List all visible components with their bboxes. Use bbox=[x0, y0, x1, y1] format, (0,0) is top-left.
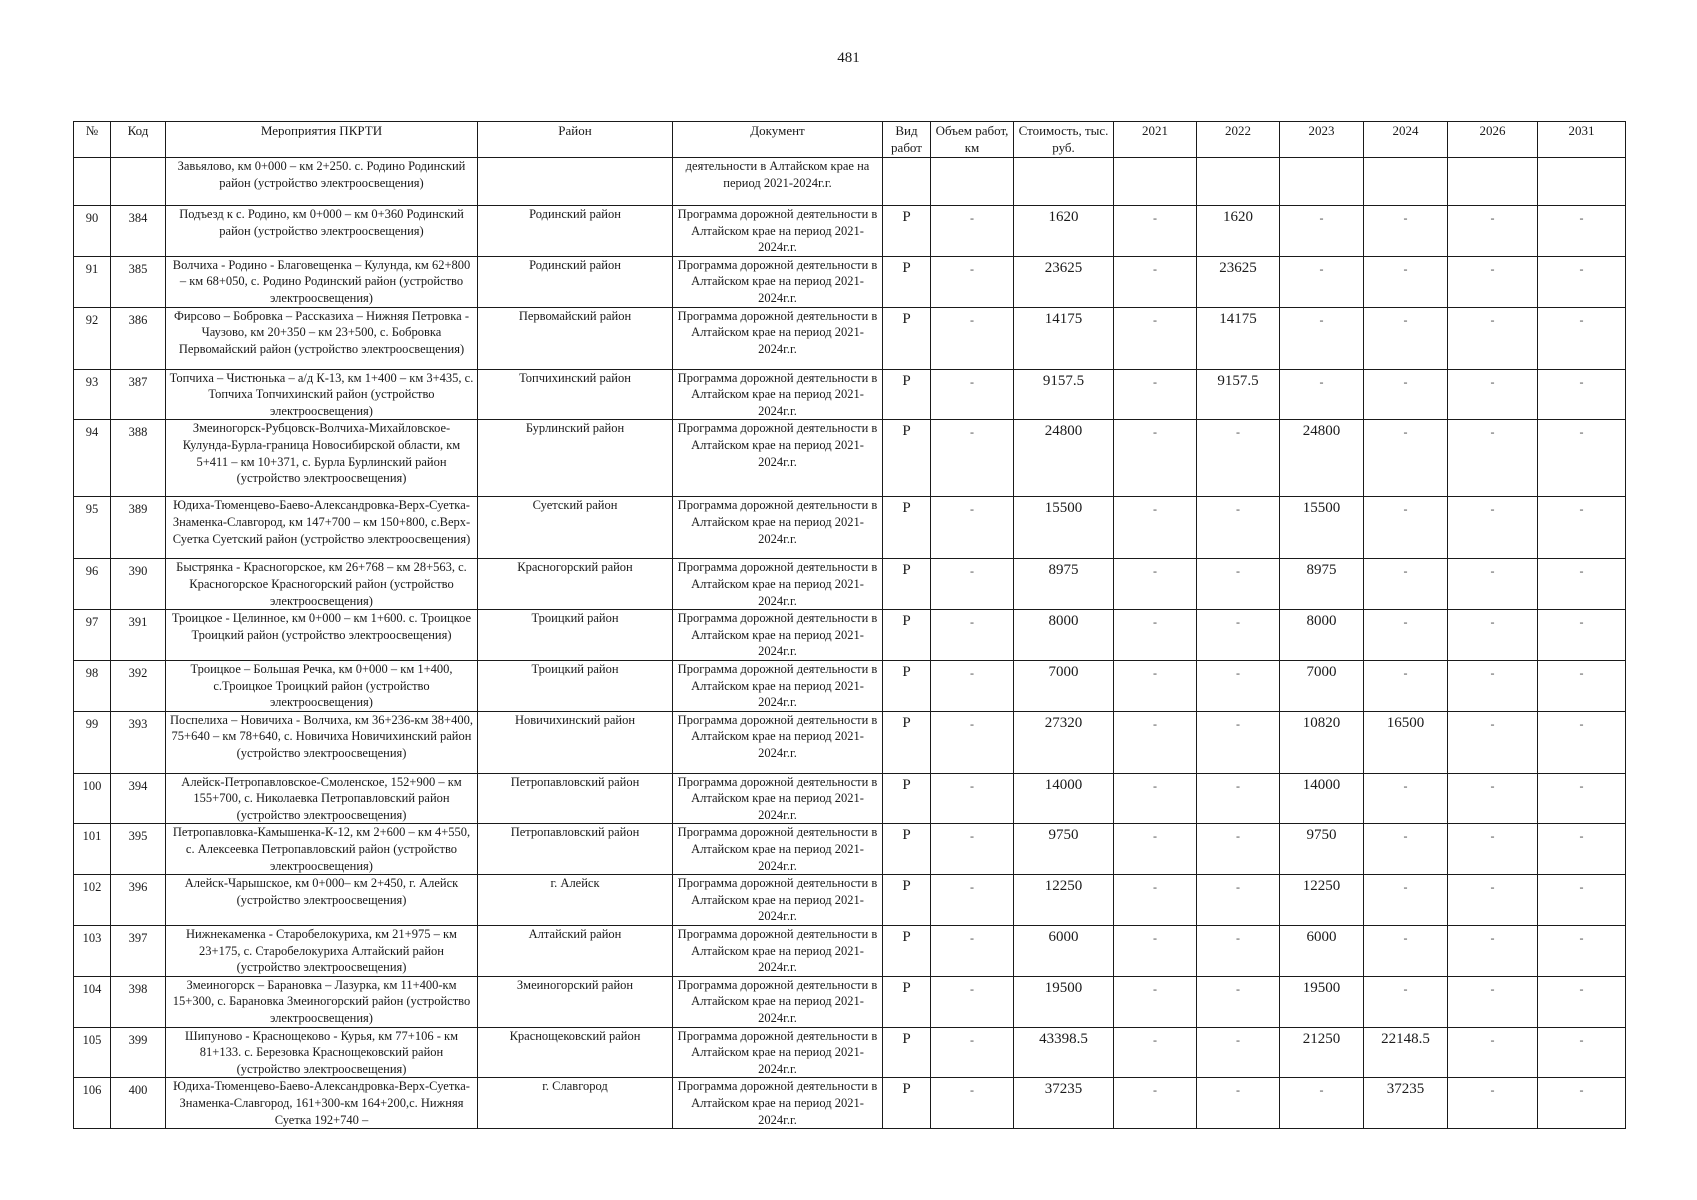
cell-2023: - bbox=[1280, 1078, 1364, 1129]
col-work-type-header: Вид работ bbox=[883, 122, 931, 158]
col-event-header: Мероприятия ПКРТИ bbox=[166, 122, 478, 158]
cell-event: Алейск-Чарышское, км 0+000– км 2+450, г. Алейск (устройство электроосвещения) bbox=[166, 875, 478, 926]
col-2026-header: 2026 bbox=[1448, 122, 1538, 158]
cell-volume: - bbox=[931, 256, 1014, 307]
cell-2026: - bbox=[1448, 773, 1538, 824]
cell-number: 102 bbox=[74, 875, 111, 926]
table-row bbox=[74, 158, 1626, 206]
cell-2031: - bbox=[1538, 711, 1626, 773]
cell-work-type: Р bbox=[883, 926, 931, 977]
cell-2021: - bbox=[1114, 610, 1197, 661]
cell-cost: 27320 bbox=[1014, 711, 1114, 773]
cell-2023: - bbox=[1280, 206, 1364, 257]
cell-2022: - bbox=[1197, 711, 1280, 773]
cell-district: Алтайский район bbox=[478, 926, 673, 977]
cell-2026: - bbox=[1448, 610, 1538, 661]
cell-2023: 24800 bbox=[1280, 420, 1364, 497]
cell-number: 105 bbox=[74, 1027, 111, 1078]
cell-2022: - bbox=[1197, 610, 1280, 661]
cell-code: 384 bbox=[111, 206, 166, 257]
cell-2021: - bbox=[1114, 206, 1197, 257]
cell-2031: - bbox=[1538, 369, 1626, 420]
cell-work-type: Р bbox=[883, 1027, 931, 1078]
table-row bbox=[74, 307, 1626, 369]
cell-work-type: Р bbox=[883, 773, 931, 824]
cell-document: Программа дорожной деятельности в Алтайском крае на период 2021-2024г.г. bbox=[673, 307, 883, 369]
cell-2023: 12250 bbox=[1280, 875, 1364, 926]
cell-document: Программа дорожной деятельности в Алтайском крае на период 2021-2024г.г. bbox=[673, 875, 883, 926]
col-number-header: № bbox=[74, 122, 111, 158]
cell-2023: 8975 bbox=[1280, 559, 1364, 610]
table-row bbox=[74, 610, 1626, 661]
cell-event: Топчиха – Чистюнька – а/д К-13, км 1+400 – км 3+435, с. Топчиха Топчихинский район (устройство электроосвещения) bbox=[166, 369, 478, 420]
cell-2021: - bbox=[1114, 926, 1197, 977]
cell-2021: - bbox=[1114, 976, 1197, 1027]
cell-document: Программа дорожной деятельности в Алтайском крае на период 2021-2024г.г. bbox=[673, 1078, 883, 1129]
cell-document: Программа дорожной деятельности в Алтайском крае на период 2021-2024г.г. bbox=[673, 824, 883, 875]
cell-2031: - bbox=[1538, 1027, 1626, 1078]
cell-event: Нижнекаменка - Старобелокуриха, км 21+975 – км 23+175, с. Старобелокуриха Алтайский район (устройство электроосвещения) bbox=[166, 926, 478, 977]
cell-district: Красногорский район bbox=[478, 559, 673, 610]
cell-2024: - bbox=[1364, 824, 1448, 875]
cell-district: Бурлинский район bbox=[478, 420, 673, 497]
cell-2021: - bbox=[1114, 497, 1197, 559]
cell-2023: 21250 bbox=[1280, 1027, 1364, 1078]
cell-number: 99 bbox=[74, 711, 111, 773]
cell-2024 bbox=[1364, 158, 1448, 206]
cell-number: 90 bbox=[74, 206, 111, 257]
cell-event: Юдиха-Тюменцево-Баево-Александровка-Верх-Суетка-Знаменка-Славгород, км 147+700 – км 150+800, с.Верх-Суетка Суетский район (устройство электроосвещения) bbox=[166, 497, 478, 559]
table-row bbox=[74, 711, 1626, 773]
cell-2024: - bbox=[1364, 256, 1448, 307]
cell-cost: 23625 bbox=[1014, 256, 1114, 307]
cell-work-type: Р bbox=[883, 256, 931, 307]
cell-2023 bbox=[1280, 158, 1364, 206]
cell-district: Суетский район bbox=[478, 497, 673, 559]
cell-2023: 10820 bbox=[1280, 711, 1364, 773]
cell-volume: - bbox=[931, 610, 1014, 661]
cell-2026: - bbox=[1448, 875, 1538, 926]
cell-code bbox=[111, 158, 166, 206]
cell-document: Программа дорожной деятельности в Алтайском крае на период 2021-2024г.г. bbox=[673, 610, 883, 661]
cell-number: 104 bbox=[74, 976, 111, 1027]
cell-cost: 19500 bbox=[1014, 976, 1114, 1027]
cell-2021: - bbox=[1114, 1027, 1197, 1078]
cell-2021: - bbox=[1114, 773, 1197, 824]
cell-2024: - bbox=[1364, 926, 1448, 977]
cell-number: 103 bbox=[74, 926, 111, 977]
cell-district bbox=[478, 158, 673, 206]
cell-2021: - bbox=[1114, 559, 1197, 610]
col-2023-header: 2023 bbox=[1280, 122, 1364, 158]
col-code-header: Код bbox=[111, 122, 166, 158]
cell-2031: - bbox=[1538, 610, 1626, 661]
cell-2031: - bbox=[1538, 926, 1626, 977]
cell-number: 92 bbox=[74, 307, 111, 369]
cell-2021: - bbox=[1114, 256, 1197, 307]
cell-document: Программа дорожной деятельности в Алтайском крае на период 2021-2024г.г. bbox=[673, 976, 883, 1027]
table-row bbox=[74, 256, 1626, 307]
cell-2031 bbox=[1538, 158, 1626, 206]
cell-2023: 8000 bbox=[1280, 610, 1364, 661]
cell-2021: - bbox=[1114, 660, 1197, 711]
cell-document: Программа дорожной деятельности в Алтайском крае на период 2021-2024г.г. bbox=[673, 660, 883, 711]
cell-2026: - bbox=[1448, 256, 1538, 307]
cell-2022: - bbox=[1197, 1027, 1280, 1078]
cell-2031: - bbox=[1538, 559, 1626, 610]
cell-document: Программа дорожной деятельности в Алтайском крае на период 2021-2024г.г. bbox=[673, 773, 883, 824]
cell-work-type: Р bbox=[883, 559, 931, 610]
col-2024-header: 2024 bbox=[1364, 122, 1448, 158]
cell-event: Алейск-Петропавловское-Смоленское, 152+900 – км 155+700, с. Николаевка Петропавловский район (устройство электроосвещения) bbox=[166, 773, 478, 824]
table-row bbox=[74, 497, 1626, 559]
cell-work-type: Р bbox=[883, 420, 931, 497]
cell-number: 106 bbox=[74, 1078, 111, 1129]
cell-code: 391 bbox=[111, 610, 166, 661]
table-row bbox=[74, 1027, 1626, 1078]
cell-event: Подъезд к с. Родино, км 0+000 – км 0+360 Родинский район (устройство электроосвещения) bbox=[166, 206, 478, 257]
col-cost-header: Стоимость, тыс. руб. bbox=[1014, 122, 1114, 158]
cell-cost: 15500 bbox=[1014, 497, 1114, 559]
table-row bbox=[74, 1078, 1626, 1129]
cell-2021: - bbox=[1114, 711, 1197, 773]
col-document-header: Документ bbox=[673, 122, 883, 158]
cell-2021: - bbox=[1114, 307, 1197, 369]
cell-event: Петропавловка-Камышенка-К-12, км 2+600 – км 4+550, с. Алексеевка Петропавловский район (устройство электроосвещения) bbox=[166, 824, 478, 875]
cell-district: Троицкий район bbox=[478, 660, 673, 711]
cell-document: Программа дорожной деятельности в Алтайском крае на период 2021-2024г.г. bbox=[673, 420, 883, 497]
cell-event: Волчиха - Родино - Благовещенка – Кулунда, км 62+800 – км 68+050, с. Родино Родинский район (устройство электроосвещения) bbox=[166, 256, 478, 307]
cell-number: 96 bbox=[74, 559, 111, 610]
cell-work-type: Р bbox=[883, 976, 931, 1027]
cell-volume: - bbox=[931, 660, 1014, 711]
cell-code: 388 bbox=[111, 420, 166, 497]
cell-work-type: Р bbox=[883, 610, 931, 661]
table-row bbox=[74, 773, 1626, 824]
cell-volume bbox=[931, 158, 1014, 206]
cell-2022: 14175 bbox=[1197, 307, 1280, 369]
cell-code: 396 bbox=[111, 875, 166, 926]
cell-2024: 16500 bbox=[1364, 711, 1448, 773]
table-row bbox=[74, 875, 1626, 926]
cell-district: Топчихинский район bbox=[478, 369, 673, 420]
cell-district: Петропавловский район bbox=[478, 824, 673, 875]
cell-2026: - bbox=[1448, 559, 1538, 610]
table-row bbox=[74, 926, 1626, 977]
cell-2026: - bbox=[1448, 1078, 1538, 1129]
cell-work-type bbox=[883, 158, 931, 206]
cell-cost: 9157.5 bbox=[1014, 369, 1114, 420]
cell-code: 398 bbox=[111, 976, 166, 1027]
table-row bbox=[74, 559, 1626, 610]
cell-event: Быстрянка - Красногорское, км 26+768 – км 28+563, с. Красногорское Красногорский район (устройство электроосвещения) bbox=[166, 559, 478, 610]
cell-2024: - bbox=[1364, 773, 1448, 824]
cell-2026 bbox=[1448, 158, 1538, 206]
cell-volume: - bbox=[931, 773, 1014, 824]
cell-document: Программа дорожной деятельности в Алтайском крае на период 2021-2024г.г. bbox=[673, 256, 883, 307]
cell-2023: - bbox=[1280, 307, 1364, 369]
cell-2026: - bbox=[1448, 711, 1538, 773]
cell-2021: - bbox=[1114, 369, 1197, 420]
cell-cost: 6000 bbox=[1014, 926, 1114, 977]
cell-cost: 8975 bbox=[1014, 559, 1114, 610]
cell-2023: 15500 bbox=[1280, 497, 1364, 559]
cell-2022: - bbox=[1197, 660, 1280, 711]
cell-cost: 14000 bbox=[1014, 773, 1114, 824]
cell-cost: 8000 bbox=[1014, 610, 1114, 661]
cell-2024: - bbox=[1364, 976, 1448, 1027]
cell-2024: - bbox=[1364, 559, 1448, 610]
cell-document: Программа дорожной деятельности в Алтайском крае на период 2021-2024г.г. bbox=[673, 559, 883, 610]
cell-2022: - bbox=[1197, 497, 1280, 559]
cell-2031: - bbox=[1538, 206, 1626, 257]
cell-document: Программа дорожной деятельности в Алтайском крае на период 2021-2024г.г. bbox=[673, 369, 883, 420]
cell-volume: - bbox=[931, 307, 1014, 369]
cell-document: Программа дорожной деятельности в Алтайском крае на период 2021-2024г.г. bbox=[673, 711, 883, 773]
cell-2021: - bbox=[1114, 824, 1197, 875]
cell-2026: - bbox=[1448, 976, 1538, 1027]
cell-2021: - bbox=[1114, 875, 1197, 926]
cell-cost: 7000 bbox=[1014, 660, 1114, 711]
cell-2024: - bbox=[1364, 875, 1448, 926]
cell-code: 399 bbox=[111, 1027, 166, 1078]
cell-2031: - bbox=[1538, 1078, 1626, 1129]
cell-volume: - bbox=[931, 1027, 1014, 1078]
col-2021-header: 2021 bbox=[1114, 122, 1197, 158]
cell-2022: 23625 bbox=[1197, 256, 1280, 307]
cell-2026: - bbox=[1448, 1027, 1538, 1078]
cell-document: Программа дорожной деятельности в Алтайском крае на период 2021-2024г.г. bbox=[673, 497, 883, 559]
cell-2024: - bbox=[1364, 206, 1448, 257]
cell-district: Родинский район bbox=[478, 256, 673, 307]
cell-2031: - bbox=[1538, 824, 1626, 875]
cell-cost: 24800 bbox=[1014, 420, 1114, 497]
cell-work-type: Р bbox=[883, 1078, 931, 1129]
cell-2026: - bbox=[1448, 420, 1538, 497]
cell-volume: - bbox=[931, 1078, 1014, 1129]
cell-code: 389 bbox=[111, 497, 166, 559]
cell-work-type: Р bbox=[883, 307, 931, 369]
cell-2023: - bbox=[1280, 369, 1364, 420]
cell-district: г. Алейск bbox=[478, 875, 673, 926]
cell-code: 386 bbox=[111, 307, 166, 369]
cell-2024: - bbox=[1364, 307, 1448, 369]
cell-event: Фирсово – Бобровка – Рассказиха – Нижняя Петровка - Чаузово, км 20+350 – км 23+500, с. Бобровка Первомайский район (устройство электроосвещения) bbox=[166, 307, 478, 369]
cell-volume: - bbox=[931, 875, 1014, 926]
cell-2026: - bbox=[1448, 926, 1538, 977]
cell-2021: - bbox=[1114, 420, 1197, 497]
cell-2023: 19500 bbox=[1280, 976, 1364, 1027]
cell-2021: - bbox=[1114, 1078, 1197, 1129]
cell-document: Программа дорожной деятельности в Алтайском крае на период 2021-2024г.г. bbox=[673, 1027, 883, 1078]
cell-2022 bbox=[1197, 158, 1280, 206]
cell-2023: 7000 bbox=[1280, 660, 1364, 711]
cell-document: Программа дорожной деятельности в Алтайском крае на период 2021-2024г.г. bbox=[673, 926, 883, 977]
cell-cost: 12250 bbox=[1014, 875, 1114, 926]
cell-cost bbox=[1014, 158, 1114, 206]
cell-volume: - bbox=[931, 976, 1014, 1027]
cell-2031: - bbox=[1538, 976, 1626, 1027]
cell-event: Шипуново - Краснощеково - Курья, км 77+106 - км 81+133. с. Березовка Краснощековский район (устройство электроосвещения) bbox=[166, 1027, 478, 1078]
cell-document: деятельности в Алтайском крае на период 2021-2024г.г. bbox=[673, 158, 883, 206]
cell-volume: - bbox=[931, 420, 1014, 497]
cell-2026: - bbox=[1448, 660, 1538, 711]
cell-district: Петропавловский район bbox=[478, 773, 673, 824]
table-header-row bbox=[74, 122, 1626, 158]
cell-2024: - bbox=[1364, 420, 1448, 497]
road-lighting-program-table bbox=[73, 121, 1626, 1129]
cell-code: 395 bbox=[111, 824, 166, 875]
cell-district: г. Славгород bbox=[478, 1078, 673, 1129]
page-number: 481 bbox=[837, 50, 860, 66]
cell-volume: - bbox=[931, 559, 1014, 610]
cell-work-type: Р bbox=[883, 369, 931, 420]
cell-2031: - bbox=[1538, 875, 1626, 926]
cell-number: 93 bbox=[74, 369, 111, 420]
cell-event: Змеиногорск – Барановка – Лазурка, км 11+400-км 15+300, с. Барановка Змеиногорский район (устройство электроосвещения) bbox=[166, 976, 478, 1027]
col-2022-header: 2022 bbox=[1197, 122, 1280, 158]
cell-code: 393 bbox=[111, 711, 166, 773]
cell-2023: 9750 bbox=[1280, 824, 1364, 875]
cell-2022: 9157.5 bbox=[1197, 369, 1280, 420]
cell-event: Завьялово, км 0+000 – км 2+250. с. Родино Родинский район (устройство электроосвещения) bbox=[166, 158, 478, 206]
table-body bbox=[74, 158, 1626, 1129]
cell-2031: - bbox=[1538, 307, 1626, 369]
cell-2022: - bbox=[1197, 926, 1280, 977]
cell-volume: - bbox=[931, 824, 1014, 875]
cell-2026: - bbox=[1448, 307, 1538, 369]
cell-number: 101 bbox=[74, 824, 111, 875]
cell-2024: 22148.5 bbox=[1364, 1027, 1448, 1078]
cell-document: Программа дорожной деятельности в Алтайском крае на период 2021-2024г.г. bbox=[673, 206, 883, 257]
cell-cost: 9750 bbox=[1014, 824, 1114, 875]
table-row bbox=[74, 369, 1626, 420]
cell-2031: - bbox=[1538, 420, 1626, 497]
cell-2023: - bbox=[1280, 256, 1364, 307]
cell-cost: 1620 bbox=[1014, 206, 1114, 257]
cell-2022: - bbox=[1197, 976, 1280, 1027]
cell-district: Краснощековский район bbox=[478, 1027, 673, 1078]
cell-event: Поспелиха – Новичиха - Волчиха, км 36+236-км 38+400, 75+640 – км 78+640, с. Новичиха Новичихинский район (устройство электроосвещения) bbox=[166, 711, 478, 773]
cell-district: Новичихинский район bbox=[478, 711, 673, 773]
col-2031-header: 2031 bbox=[1538, 122, 1626, 158]
cell-number: 91 bbox=[74, 256, 111, 307]
cell-event: Троицкое - Целинное, км 0+000 – км 1+600. с. Троицкое Троицкий район (устройство электроосвещения) bbox=[166, 610, 478, 661]
cell-volume: - bbox=[931, 711, 1014, 773]
cell-2022: - bbox=[1197, 773, 1280, 824]
cell-number: 97 bbox=[74, 610, 111, 661]
table-row bbox=[74, 660, 1626, 711]
cell-district: Змеиногорский район bbox=[478, 976, 673, 1027]
cell-2023: 6000 bbox=[1280, 926, 1364, 977]
table-row bbox=[74, 206, 1626, 257]
cell-2026: - bbox=[1448, 206, 1538, 257]
cell-2026: - bbox=[1448, 824, 1538, 875]
cell-cost: 14175 bbox=[1014, 307, 1114, 369]
cell-code: 390 bbox=[111, 559, 166, 610]
col-volume-header: Объем работ, км bbox=[931, 122, 1014, 158]
table-row bbox=[74, 976, 1626, 1027]
cell-2026: - bbox=[1448, 497, 1538, 559]
cell-volume: - bbox=[931, 926, 1014, 977]
cell-2023: 14000 bbox=[1280, 773, 1364, 824]
cell-number bbox=[74, 158, 111, 206]
cell-2022: - bbox=[1197, 824, 1280, 875]
cell-code: 397 bbox=[111, 926, 166, 977]
cell-2024: - bbox=[1364, 497, 1448, 559]
cell-code: 392 bbox=[111, 660, 166, 711]
table-row bbox=[74, 824, 1626, 875]
cell-work-type: Р bbox=[883, 875, 931, 926]
cell-code: 400 bbox=[111, 1078, 166, 1129]
table-row bbox=[74, 420, 1626, 497]
cell-2024: - bbox=[1364, 610, 1448, 661]
cell-2031: - bbox=[1538, 256, 1626, 307]
cell-event: Юдиха-Тюменцево-Баево-Александровка-Верх-Суетка-Знаменка-Славгород, 161+300-км 164+200,с. Нижняя Суетка 192+740 – bbox=[166, 1078, 478, 1129]
cell-work-type: Р bbox=[883, 660, 931, 711]
cell-district: Родинский район bbox=[478, 206, 673, 257]
cell-work-type: Р bbox=[883, 824, 931, 875]
cell-code: 394 bbox=[111, 773, 166, 824]
cell-2022: - bbox=[1197, 1078, 1280, 1129]
cell-event: Змеиногорск-Рубцовск-Волчиха-Михайловское-Кулунда-Бурла-граница Новосибирской области, км 5+411 – км 10+371, с. Бурла Бурлинский район (устройство электроосвещения) bbox=[166, 420, 478, 497]
cell-district: Первомайский район bbox=[478, 307, 673, 369]
cell-event: Троицкое – Большая Речка, км 0+000 – км 1+400, с.Троицкое Троицкий район (устройство электроосвещения) bbox=[166, 660, 478, 711]
cell-number: 94 bbox=[74, 420, 111, 497]
cell-2024: - bbox=[1364, 660, 1448, 711]
cell-volume: - bbox=[931, 497, 1014, 559]
cell-2024: - bbox=[1364, 369, 1448, 420]
cell-2031: - bbox=[1538, 497, 1626, 559]
cell-volume: - bbox=[931, 369, 1014, 420]
cell-2026: - bbox=[1448, 369, 1538, 420]
cell-district: Троицкий район bbox=[478, 610, 673, 661]
cell-2022: - bbox=[1197, 875, 1280, 926]
cell-number: 98 bbox=[74, 660, 111, 711]
cell-code: 387 bbox=[111, 369, 166, 420]
cell-2031: - bbox=[1538, 773, 1626, 824]
cell-volume: - bbox=[931, 206, 1014, 257]
cell-cost: 43398.5 bbox=[1014, 1027, 1114, 1078]
cell-number: 100 bbox=[74, 773, 111, 824]
cell-2022: 1620 bbox=[1197, 206, 1280, 257]
cell-2031: - bbox=[1538, 660, 1626, 711]
cell-work-type: Р bbox=[883, 206, 931, 257]
cell-2021 bbox=[1114, 158, 1197, 206]
cell-cost: 37235 bbox=[1014, 1078, 1114, 1129]
cell-2024: 37235 bbox=[1364, 1078, 1448, 1129]
cell-code: 385 bbox=[111, 256, 166, 307]
col-district-header: Район bbox=[478, 122, 673, 158]
cell-work-type: Р bbox=[883, 497, 931, 559]
cell-work-type: Р bbox=[883, 711, 931, 773]
cell-number: 95 bbox=[74, 497, 111, 559]
cell-2022: - bbox=[1197, 420, 1280, 497]
cell-2022: - bbox=[1197, 559, 1280, 610]
